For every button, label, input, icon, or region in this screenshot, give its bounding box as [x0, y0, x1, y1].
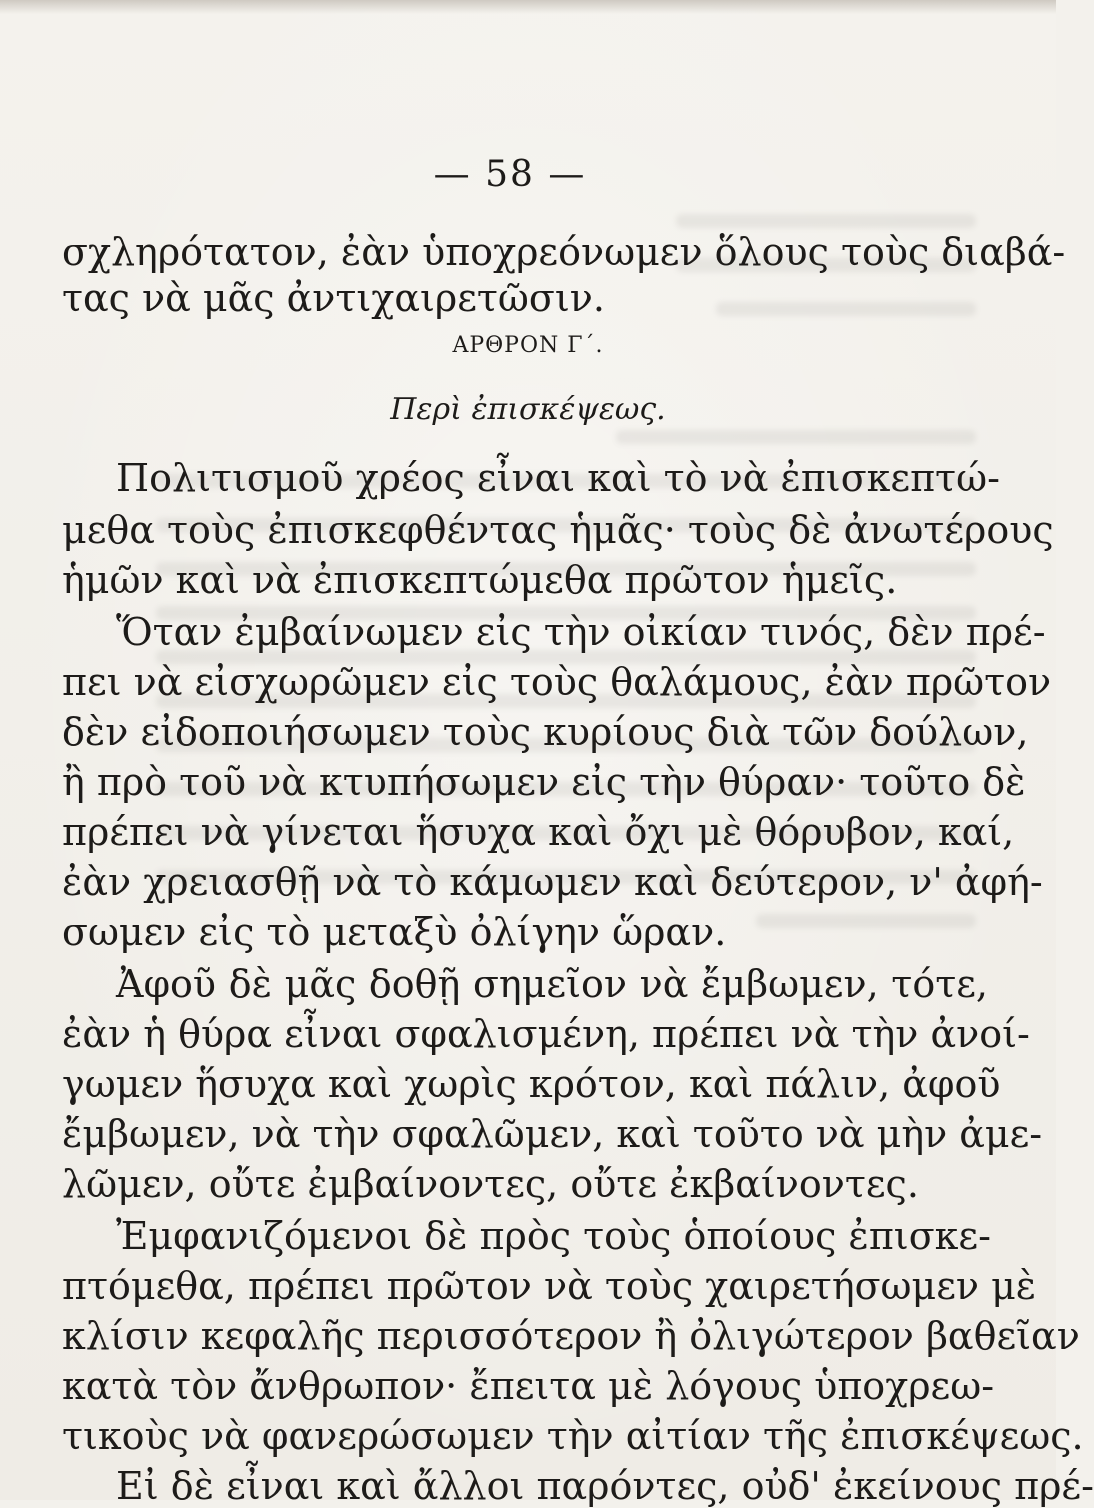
text-line: Εἰ δὲ εἶναι καὶ ἄλλοι παρόντες, οὐδ' ἐκείνους πρέ- [116, 1464, 1094, 1508]
bleed-line [716, 302, 976, 316]
text-line: ἢ πρὸ τοῦ νὰ κτυπήσωμεν εἰς τὴν θύραν· τοῦτο δὲ [62, 760, 1026, 804]
text-line: πτόμεθα, πρέπει πρῶτον νὰ τοὺς χαιρετήσωμεν μὲ [62, 1264, 1037, 1308]
text-line: Ὅταν ἐμβαίνωμεν εἰς τὴν οἰκίαν τινός, δὲν πρέ- [116, 610, 1046, 654]
bleed-line [616, 430, 976, 444]
text-line: πει νὰ εἰσχωρῶμεν εἰς τοὺς θαλάμους, ἐὰν πρῶτον [62, 660, 1052, 704]
text-line: ἔμβωμεν, νὰ τὴν σφαλῶμεν, καὶ τοῦτο νὰ μὴν ἀμε- [62, 1112, 1043, 1156]
text-line: ἐὰν ἡ θύρα εἶναι σφαλισμένη, πρέπει νὰ τὴν ἀνοί- [62, 1012, 1030, 1056]
article-subheading: Περὶ ἐπισκέψεως. [390, 392, 666, 427]
article-heading: ΑΡΘΡΟΝ Γ΄. [452, 333, 604, 358]
text-line: μεθα τοὺς ἐπισκεφθέντας ἡμᾶς· τοὺς δὲ ἀνωτέρους [62, 508, 1054, 552]
page-number: — 58 — [433, 154, 587, 195]
text-line: σχληρότατον, ἐὰν ὑποχρεόνωμεν ὅλους τοὺς διαβά- [62, 230, 1066, 274]
text-line: Ἀφοῦ δὲ μᾶς δοθῇ σημεῖον νὰ ἔμβωμεν, τότε, [116, 962, 988, 1006]
text-line: ἡμῶν καὶ νὰ ἐπισκεπτώμεθα πρῶτον ἡμεῖς. [62, 558, 898, 602]
page-top-edge [0, 0, 1056, 14]
text-line: Πολιτισμοῦ χρέος εἶναι καὶ τὸ νὰ ἐπισκεπτώ- [116, 456, 1000, 500]
text-line: ἐὰν χρειασθῇ νὰ τὸ κάμωμεν καὶ δεύτερον, ν' ἀφή- [62, 860, 1043, 904]
text-line: δὲν εἰδοποιήσωμεν τοὺς κυρίους διὰ τῶν δούλων, [62, 710, 1029, 754]
text-line: γωμεν ἥσυχα καὶ χωρὶς κρότον, καὶ πάλιν, ἀφοῦ [62, 1062, 1001, 1106]
text-line: κλίσιν κεφαλῆς περισσότερον ἢ ὀλιγώτερον βαθεῖαν [62, 1314, 1080, 1358]
bleed-line [756, 914, 976, 928]
text-line: τας νὰ μᾶς ἀντιχαιρετῶσιν. [62, 276, 605, 320]
bleed-line [676, 214, 976, 228]
text-line: πρέπει νὰ γίνεται ἥσυχα καὶ ὄχι μὲ θόρυβον, καί, [62, 810, 1015, 854]
text-line: Ἐμφανιζόμενοι δὲ πρὸς τοὺς ὁποίους ἐπισκε- [116, 1214, 991, 1258]
text-line: λῶμεν, οὔτε ἐμβαίνοντες, οὔτε ἐκβαίνοντες. [62, 1162, 919, 1206]
text-line: σωμεν εἰς τὸ μεταξὺ ὀλίγην ὥραν. [62, 910, 727, 954]
text-line: κατὰ τὸν ἄνθρωπον· ἔπειτα μὲ λόγους ὑποχρεω- [62, 1364, 995, 1408]
text-line: τικοὺς νὰ φανερώσωμεν τὴν αἰτίαν τῆς ἐπισκέψεως. [62, 1414, 1084, 1458]
